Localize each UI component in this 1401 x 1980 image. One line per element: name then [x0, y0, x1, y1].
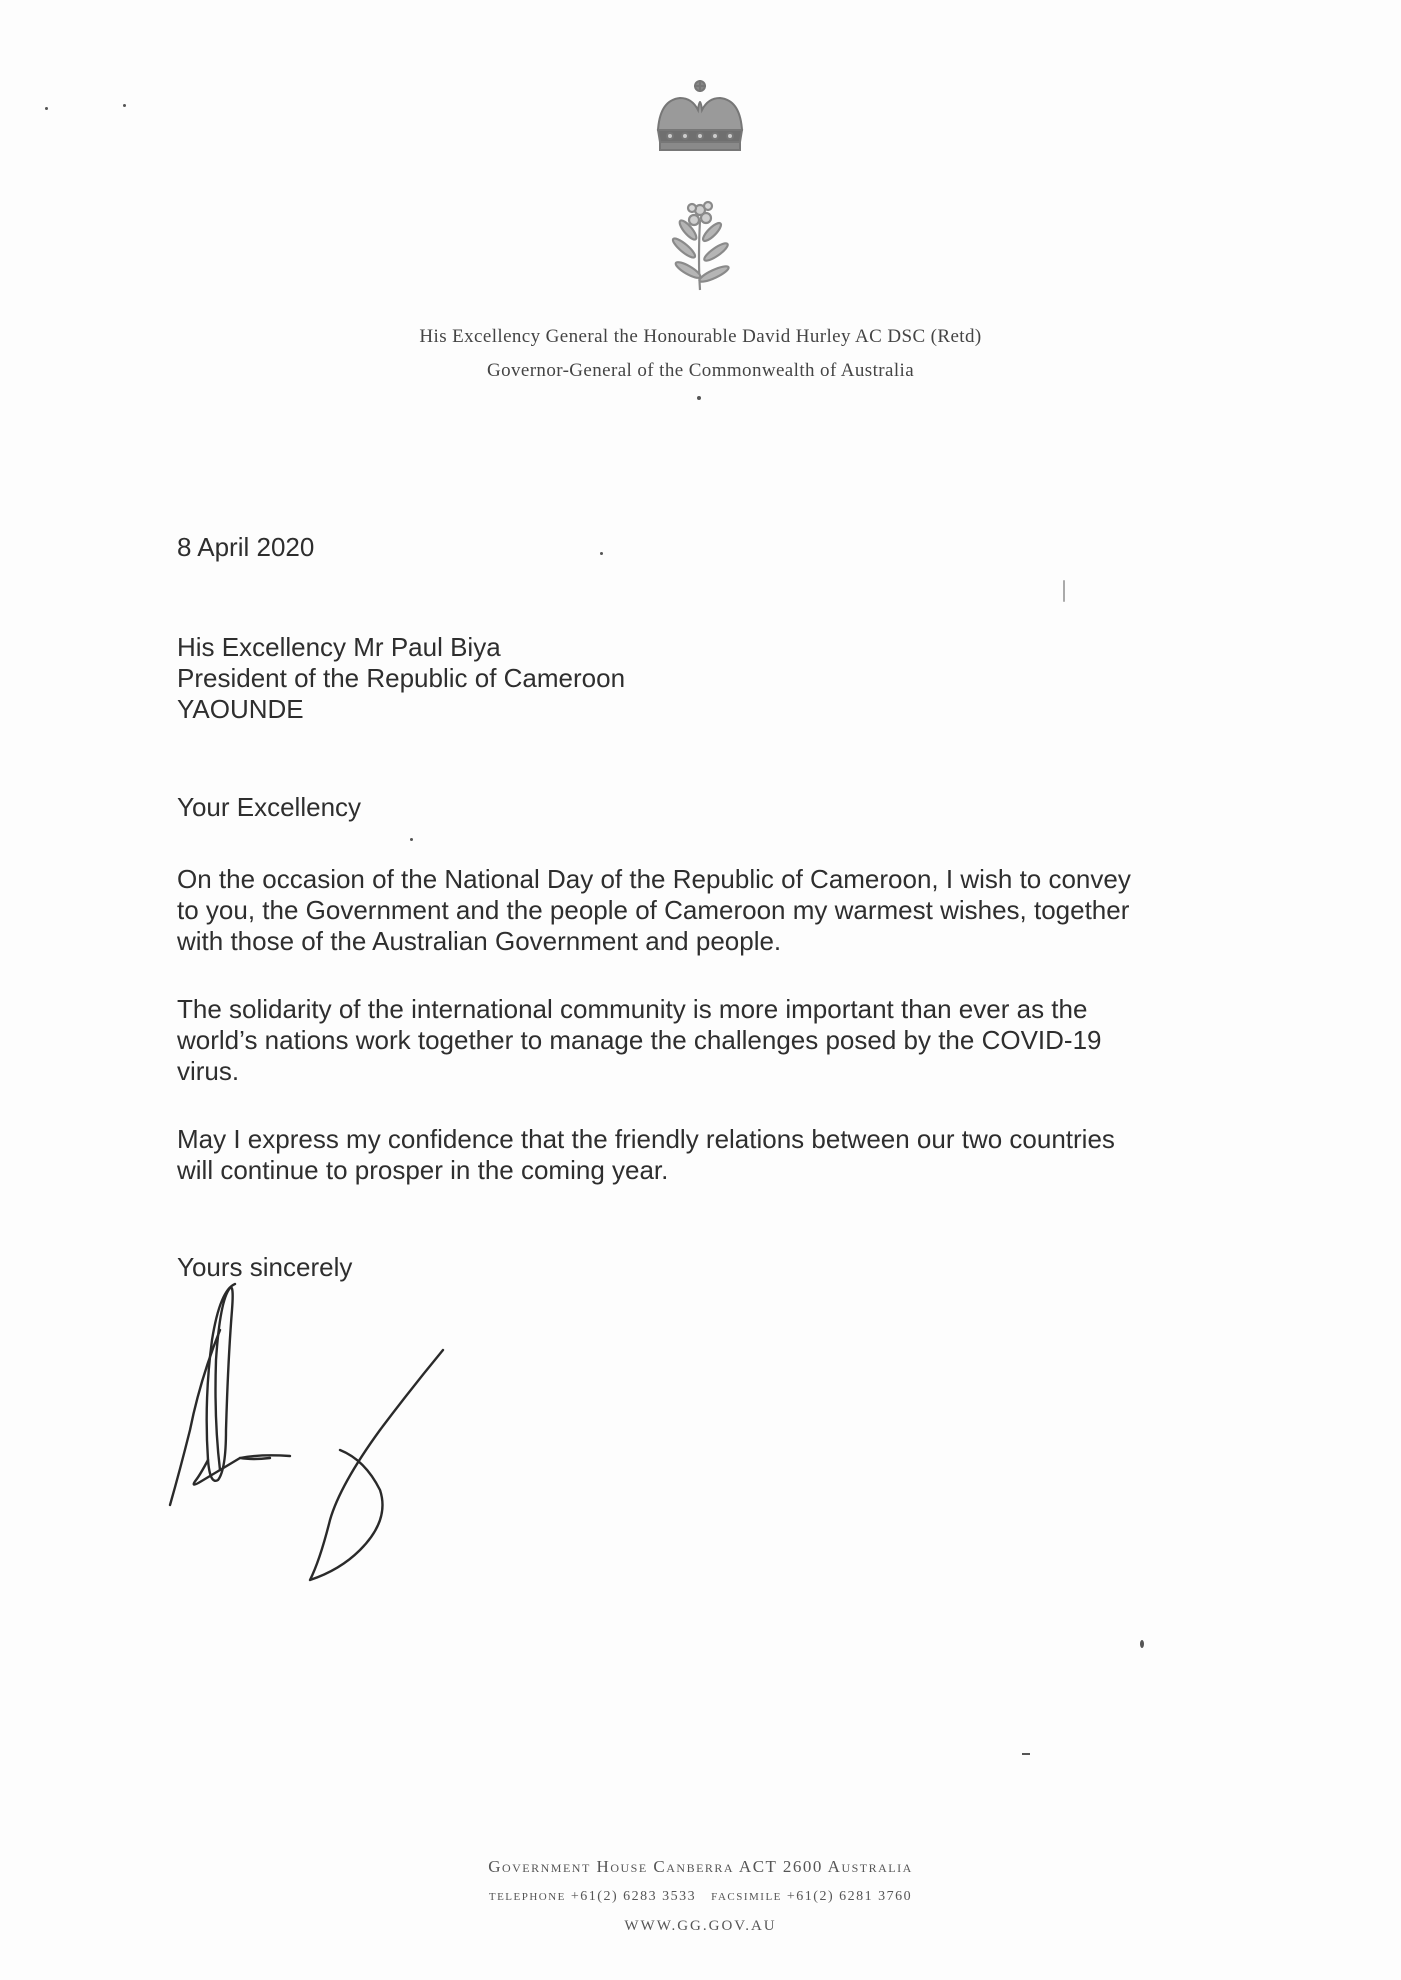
governor-general-title: Governor-General of the Commonwealth of Australia: [486, 360, 915, 381]
paragraph-1: [177, 864, 1237, 957]
paragraph-2: [177, 994, 1237, 1087]
scan-speck: [1063, 580, 1065, 602]
crown-crest-icon: [640, 70, 760, 310]
paragraph-line: virus.: [177, 1056, 240, 1086]
scan-speck: [697, 396, 701, 400]
telephone-label: telephone: [488, 1888, 566, 1904]
paragraph-line: May I express my confidence that the friendly relations between our two countries: [177, 1124, 1115, 1154]
facsimile-label: facsimile: [711, 1888, 782, 1904]
scan-speck: [1022, 1753, 1030, 1755]
footer-website: WWW.GG.GOV.AU: [624, 1918, 777, 1934]
paragraph-3: [177, 1124, 1237, 1186]
scan-speck: [410, 838, 413, 841]
scan-speck: [45, 107, 48, 110]
letterhead-title: [0, 360, 1401, 382]
paragraph-line: On the occasion of the National Day of the Republic of Cameroon, I wish to convey: [177, 864, 1131, 894]
paragraph-line: will continue to prosper in the coming year.: [177, 1155, 669, 1185]
paragraph-line: with those of the Australian Government and people.: [177, 926, 782, 956]
paragraph-line: The solidarity of the international community is more important than ever as the: [177, 994, 1088, 1024]
recipient-city: YAOUNDE: [177, 694, 304, 724]
scan-speck: [600, 552, 603, 555]
facsimile-number: +61(2) 6281 3760: [786, 1889, 913, 1904]
signature-icon: [160, 1270, 460, 1600]
letterhead-name: [0, 326, 1401, 348]
scan-speck: [123, 104, 126, 107]
paragraph-line: world’s nations work together to manage the challenges posed by the COVID-19: [177, 1025, 1102, 1055]
letter-date: 8 April 2020: [177, 532, 315, 562]
scan-speck: [1140, 1640, 1144, 1648]
recipient-address: [177, 632, 625, 725]
paragraph-line: to you, the Government and the people of Cameroon my warmest wishes, together: [177, 895, 1130, 925]
salutation: Your Excellency: [177, 792, 362, 822]
footer-address: Government House Canberra ACT 2600 Australia: [488, 1857, 913, 1876]
telephone-number: +61(2) 6283 3533: [570, 1889, 697, 1904]
governor-general-name: His Excellency General the Honourable David Hurley AC DSC (Retd): [419, 326, 982, 347]
recipient-title: President of the Republic of Cameroon: [177, 663, 626, 693]
closing: Yours sincerely: [177, 1252, 353, 1282]
footer-contact: [0, 1888, 1401, 1905]
recipient-name: His Excellency Mr Paul Biya: [177, 632, 501, 662]
